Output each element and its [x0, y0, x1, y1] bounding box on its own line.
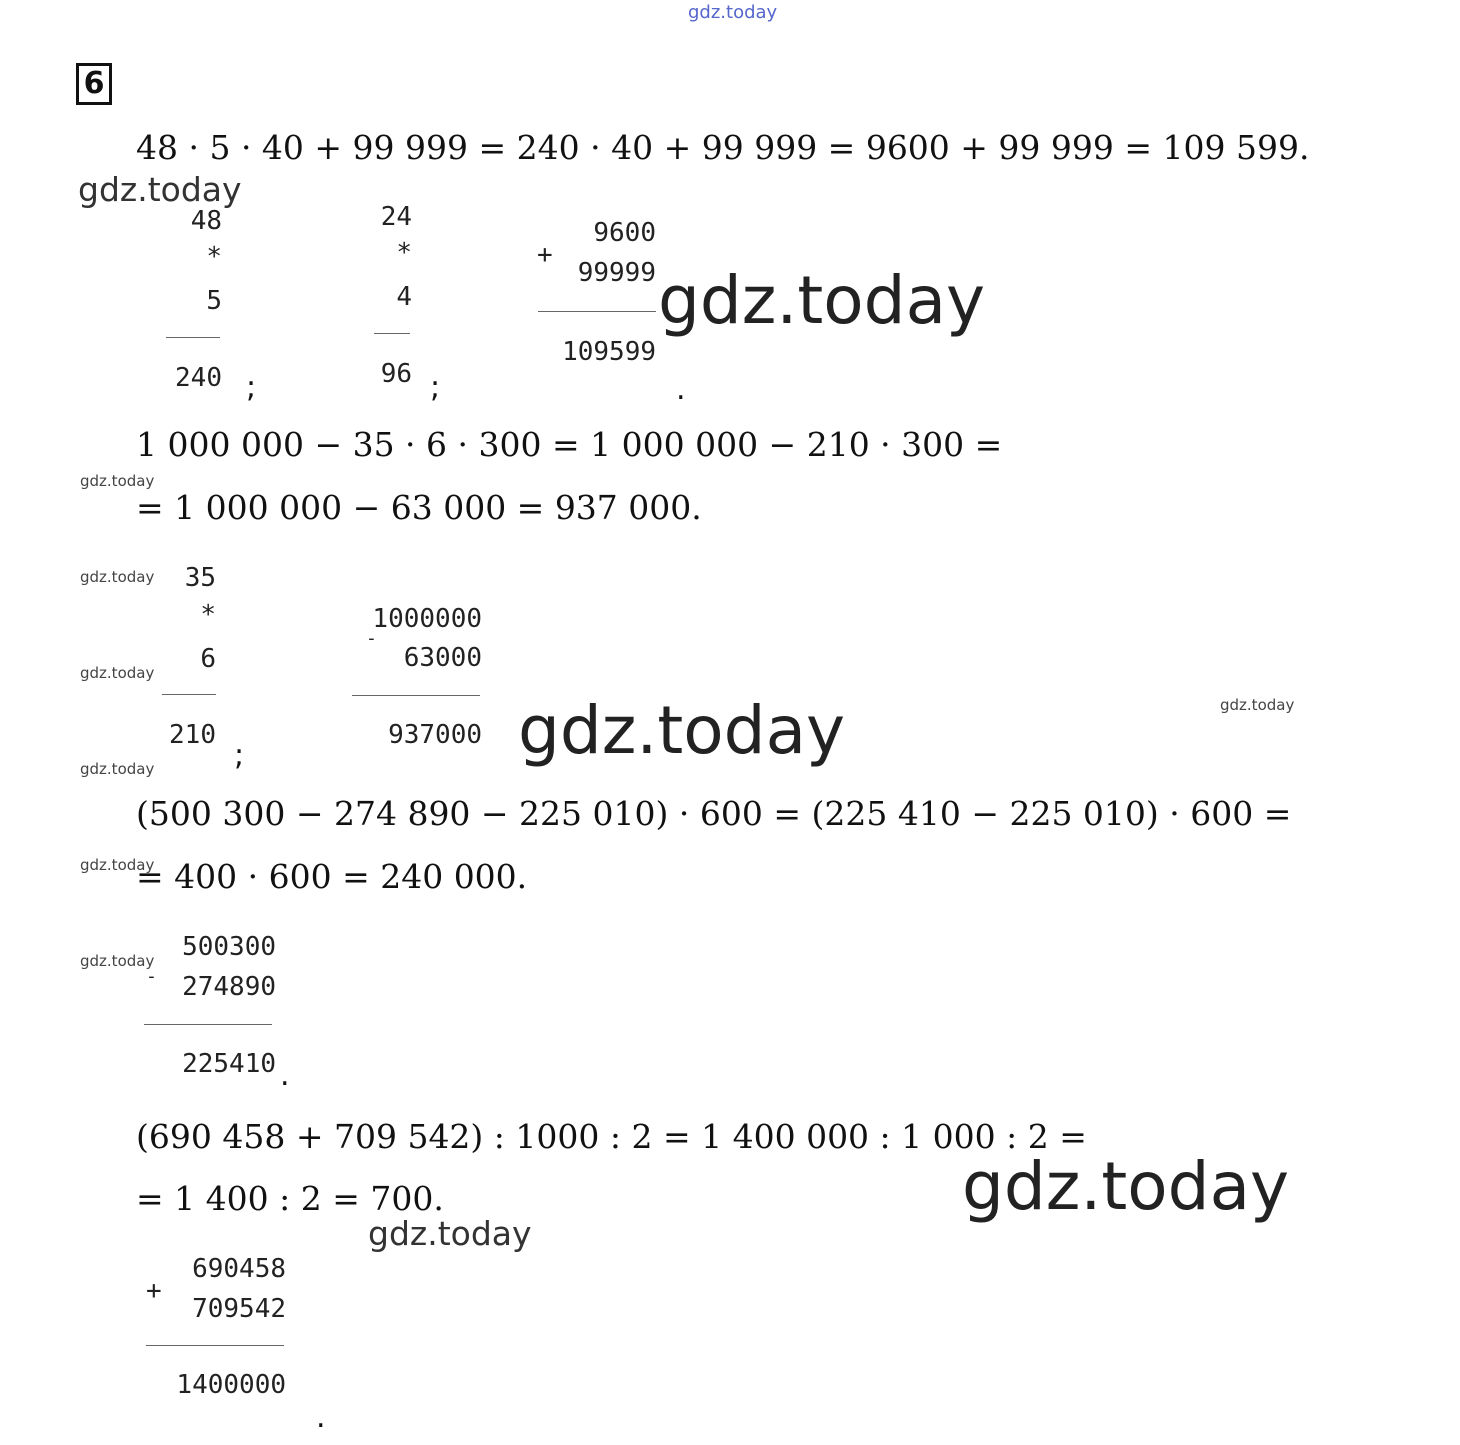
watermark-large-1: gdz.today	[658, 262, 986, 339]
column-top: 690458	[192, 1254, 286, 1284]
watermark-2: gdz.today	[368, 1214, 532, 1253]
equation-line-2: 1 000 000 − 35 · 6 · 300 = 1 000 000 − 210 · 300 =	[136, 425, 1003, 464]
column-result: 210	[169, 720, 216, 750]
watermark-small-1: gdz.today	[80, 472, 155, 490]
equation-line-5: = 400 · 600 = 240 000.	[136, 857, 528, 896]
column-rule	[162, 694, 216, 695]
column-result: 225410	[182, 1049, 276, 1079]
column-result: 96	[380, 359, 412, 389]
column-result: 240	[175, 363, 222, 393]
equation-line-4: (500 300 − 274 890 − 225 010) · 600 = (225 410 − 225 010) · 600 =	[136, 794, 1292, 833]
watermark-small-7: gdz.today	[80, 952, 155, 970]
task-number-box: 6	[76, 63, 112, 105]
column-top: 500300	[182, 932, 276, 962]
watermark-small-4: gdz.today	[1220, 696, 1295, 714]
equation-line-1: 48 · 5 · 40 + 99 999 = 240 · 40 + 99 999 = 9600 + 99 999 = 109 599.	[136, 128, 1310, 167]
column-result: 937000	[388, 720, 482, 750]
watermark-large-2: gdz.today	[518, 692, 846, 769]
watermark-small-5: gdz.today	[80, 760, 155, 778]
column-top: 1000000	[372, 604, 482, 634]
watermark-top: gdz.today	[688, 2, 778, 23]
column-end-mark: ;	[430, 370, 441, 405]
column-bottom: 99999	[577, 258, 656, 288]
equation-line-7: = 1 400 : 2 = 700.	[136, 1179, 444, 1218]
equation-line-3: = 1 000 000 − 63 000 = 937 000.	[136, 488, 702, 527]
column-end-mark: .	[280, 1058, 290, 1093]
column-operator: -	[366, 628, 377, 649]
column-operator: -	[146, 966, 157, 987]
column-rule	[374, 333, 410, 334]
column-end-mark: .	[676, 372, 686, 407]
column-result: 1400000	[176, 1370, 286, 1400]
column-top: 48	[190, 206, 222, 236]
watermark-large-3: gdz.today	[962, 1148, 1290, 1225]
column-bottom: 709542	[192, 1294, 286, 1324]
watermark-small-6: gdz.today	[80, 856, 155, 874]
column-operator: *	[396, 238, 412, 268]
column-bottom: 6	[200, 644, 216, 674]
column-result: 109599	[562, 337, 656, 367]
column-end-mark: ;	[246, 370, 257, 405]
watermark-1: gdz.today	[78, 170, 242, 209]
watermark-small-3: gdz.today	[80, 664, 155, 682]
column-bottom: 274890	[182, 972, 276, 1002]
column-top: 9600	[593, 218, 656, 248]
column-rule	[352, 695, 480, 696]
column-rule	[538, 311, 656, 312]
column-top: 24	[380, 202, 412, 232]
column-rule	[144, 1024, 272, 1025]
column-rule	[166, 337, 220, 338]
column-end-mark: ;	[234, 738, 245, 773]
column-operator: +	[146, 1276, 162, 1306]
column-operator: *	[200, 600, 216, 630]
column-bottom: 4	[396, 282, 412, 312]
column-bottom: 63000	[403, 643, 482, 673]
column-operator: +	[537, 240, 553, 270]
column-top: 35	[184, 563, 216, 593]
equation-line-6: (690 458 + 709 542) : 1000 : 2 = 1 400 000 : 1 000 : 2 =	[136, 1117, 1087, 1156]
column-bottom: 5	[206, 286, 222, 316]
watermark-small-2: gdz.today	[80, 568, 155, 586]
column-operator: *	[206, 242, 222, 272]
column-rule	[146, 1345, 284, 1346]
column-end-mark: .	[316, 1400, 326, 1435]
